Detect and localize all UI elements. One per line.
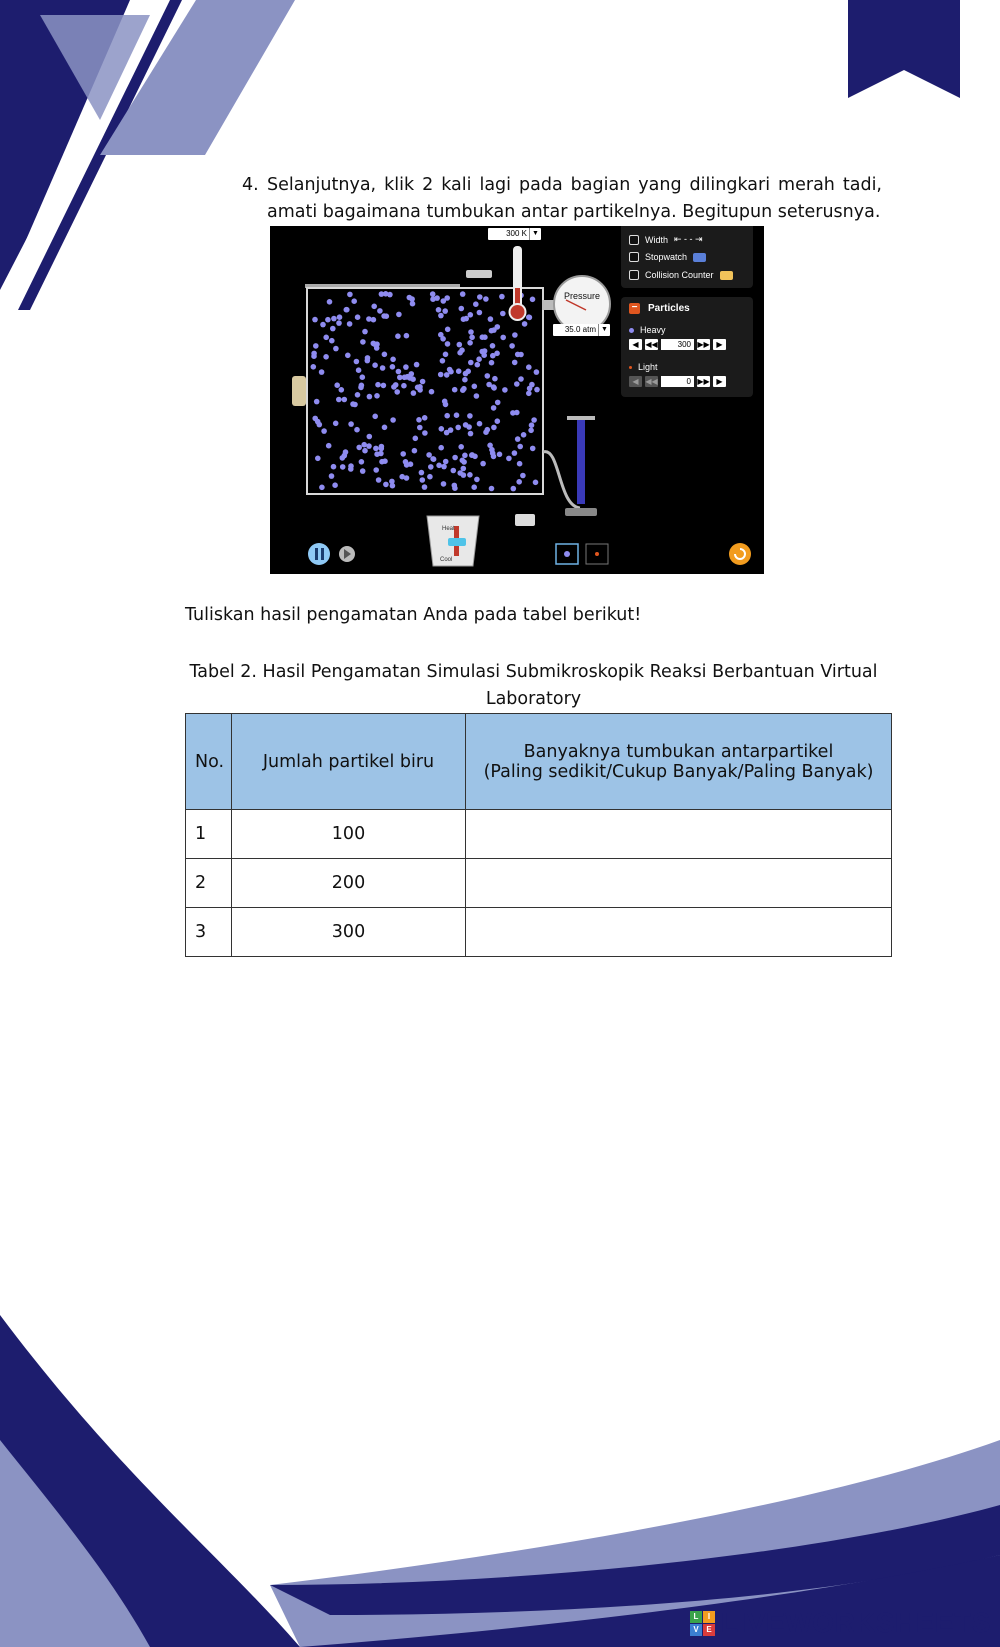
heavy-particle	[482, 334, 488, 340]
heavy-particle	[426, 452, 432, 458]
heavy-particle	[520, 473, 526, 479]
cell-tumbukan-answer[interactable]	[466, 859, 892, 908]
heavy-particle	[367, 394, 373, 400]
heavy-particle	[415, 385, 421, 391]
heavy-particle	[491, 385, 497, 391]
heavy-count[interactable]: 300	[661, 339, 694, 350]
heavy-particle	[428, 464, 434, 470]
heavy-particle	[434, 295, 440, 301]
heavy-particle	[527, 386, 533, 392]
heavy-particle	[495, 400, 501, 406]
heavy-particle	[473, 301, 479, 307]
heavy-particle	[345, 353, 351, 359]
heavy-particle	[311, 351, 317, 357]
heavy-particle	[361, 442, 367, 448]
collision-counter-option[interactable]: Collision Counter	[629, 270, 733, 280]
heavy-particle	[452, 455, 458, 461]
heavy-particle	[393, 382, 399, 388]
heavy-particle	[332, 482, 338, 488]
heavy-particle	[436, 463, 442, 469]
heavy-particle	[438, 445, 444, 451]
cell-tumbukan-answer[interactable]	[466, 810, 892, 859]
heavy-particle	[382, 425, 388, 431]
heavy-particle	[482, 348, 488, 354]
heavy-particle	[467, 472, 473, 478]
heavy-particle	[471, 484, 477, 490]
heavy-particle	[360, 374, 366, 380]
heavy-particle	[417, 425, 423, 431]
heavy-particle	[500, 335, 506, 341]
heavy-particle	[354, 427, 360, 433]
cell-no: 2	[186, 859, 232, 908]
options-panel	[621, 226, 753, 288]
heavy-particle	[372, 414, 378, 420]
header-no: No.	[186, 714, 232, 810]
heavy-particle	[516, 479, 522, 485]
heavy-particle	[319, 485, 325, 491]
heavy-particle	[355, 314, 361, 320]
heavy-particle	[330, 326, 336, 332]
heavy-particle	[444, 295, 450, 301]
heavy-particle	[495, 418, 501, 424]
heavy-particle	[477, 310, 483, 316]
width-ruler-icon: ⇤ - - ⇥	[674, 234, 703, 244]
heavy-particle	[440, 358, 446, 364]
heavy-particle	[526, 314, 532, 320]
heavy-particle	[333, 421, 339, 427]
cell-no: 1	[186, 810, 232, 859]
heavy-particle	[457, 342, 463, 348]
heavy-particle	[347, 321, 353, 327]
heavy-particle	[517, 444, 523, 450]
heavy-particle	[497, 452, 503, 458]
heavy-particle	[311, 364, 317, 370]
heavy-particle	[373, 467, 379, 473]
table-row	[186, 810, 892, 859]
heavy-particle	[360, 468, 366, 474]
heavy-particle	[514, 381, 520, 387]
heavy-particle	[474, 393, 480, 399]
heavy-increase-many[interactable]: ▶▶	[697, 340, 710, 349]
heavy-particle	[348, 466, 354, 472]
heavy-particle	[381, 383, 387, 389]
heavy-particle	[445, 341, 451, 347]
svg-text:Cool: Cool	[440, 557, 453, 563]
heavy-particle	[339, 387, 345, 393]
stopwatch-icon	[693, 253, 706, 262]
heavy-particle	[476, 356, 482, 362]
heavy-particle	[340, 464, 346, 470]
heavy-particle	[444, 413, 450, 419]
heavy-particle	[397, 375, 403, 381]
heavy-particle	[409, 371, 415, 377]
heavy-particle	[374, 393, 380, 399]
header-jumlah: Jumlah partikel biru	[232, 714, 466, 810]
heavy-particle	[390, 417, 396, 423]
heavy-particle	[462, 453, 468, 459]
heavy-particle	[390, 364, 396, 370]
heavy-particle	[509, 343, 515, 349]
heavy-particle	[480, 461, 486, 467]
heavy-particle	[466, 424, 472, 430]
heavy-particle	[365, 358, 371, 364]
heavy-particle	[438, 332, 444, 338]
instruction-text: Tuliskan hasil pengamatan Anda pada tabel berikut!	[185, 605, 642, 625]
heavy-decrease-one[interactable]: ◀	[629, 339, 642, 350]
heavy-particle	[534, 369, 540, 375]
heavy-particle	[431, 456, 437, 462]
heavy-particle	[459, 306, 465, 312]
heavy-particle	[321, 428, 327, 434]
table-row	[186, 859, 892, 908]
heavy-particle	[383, 482, 389, 488]
heavy-particle	[351, 298, 357, 304]
heavy-particle	[441, 481, 447, 487]
heavy-particle	[414, 362, 420, 368]
brand-wordmark: LIVEWORKSHEETS	[721, 1607, 991, 1638]
heavy-particle	[436, 307, 442, 313]
heavy-particle	[374, 451, 380, 457]
pressure-readout[interactable]: 35.0 atm ▼	[553, 324, 610, 336]
collision-counter-checkbox[interactable]	[629, 270, 639, 280]
heavy-particle	[358, 385, 364, 391]
step-text: Selanjutnya, klik 2 kali lagi pada bagian yang dilingkari merah tadi, amati bagaimana tumbukan antar partikelnya. Begitupun seterusnya.	[267, 175, 882, 222]
heavy-particle	[460, 387, 466, 393]
temperature-readout[interactable]: 300 K ▼	[488, 228, 541, 240]
heavy-particle	[490, 343, 496, 349]
heavy-particle	[419, 470, 425, 476]
stopwatch-checkbox[interactable]	[629, 252, 639, 262]
heavy-count-control	[629, 339, 726, 350]
heavy-particle	[404, 333, 410, 339]
heavy-particle	[467, 340, 473, 346]
heavy-particle	[489, 360, 495, 366]
heavy-particle	[529, 422, 535, 428]
heavy-particle	[384, 313, 390, 319]
heavy-particle	[356, 445, 362, 451]
heavy-particle	[337, 314, 343, 320]
heavy-particle	[377, 308, 383, 314]
heavy-particle	[334, 382, 340, 388]
heavy-particle	[323, 335, 329, 341]
heavy-particle	[329, 473, 335, 479]
heavy-particle	[380, 365, 386, 371]
heavy-particle	[412, 448, 418, 454]
svg-text:Heat: Heat	[442, 526, 455, 532]
heavy-particle	[383, 291, 389, 297]
heavy-particle	[463, 371, 469, 377]
heavy-particle	[500, 311, 506, 317]
heavy-particle	[382, 352, 388, 358]
table-row	[186, 908, 892, 957]
pump-barrel	[577, 416, 585, 504]
heavy-particle	[521, 432, 527, 438]
heavy-particle	[452, 483, 458, 489]
heavy-particle	[444, 372, 450, 378]
heavy-particle	[362, 448, 368, 454]
heavy-particle-icon	[629, 328, 634, 333]
heavy-particle	[515, 436, 521, 442]
heavy-particle	[474, 477, 480, 483]
stopwatch-option[interactable]: Stopwatch	[629, 252, 706, 262]
heavy-particle	[410, 376, 416, 382]
heavy-particle	[477, 294, 483, 300]
bookmark-ribbon	[848, 0, 960, 98]
heavy-particle	[382, 458, 388, 464]
heavy-particle	[530, 297, 536, 303]
heavy-particle	[441, 464, 447, 470]
heavy-particle	[375, 382, 381, 388]
heavy-particle	[512, 360, 518, 366]
cell-jumlah: 100	[232, 810, 466, 859]
heavy-particle	[336, 320, 342, 326]
heavy-particle	[487, 443, 493, 449]
heavy-particle	[336, 397, 342, 403]
step-instruction	[242, 172, 882, 226]
heavy-particle	[350, 401, 356, 407]
heavy-particle	[356, 367, 362, 373]
light-decrease-one[interactable]: ◀	[629, 376, 642, 387]
heavy-particle	[469, 335, 475, 341]
heavy-particle	[458, 444, 464, 450]
heavy-particle	[379, 446, 385, 452]
heavy-particle	[461, 466, 467, 472]
heavy-particle	[422, 430, 428, 436]
light-increase-one[interactable]: ▶	[713, 376, 726, 387]
heavy-particle	[454, 412, 460, 418]
heavy-particle	[485, 427, 491, 433]
heavy-particle	[526, 391, 532, 397]
heavy-particle	[348, 421, 354, 427]
heavy-particle	[342, 397, 348, 403]
heavy-particle	[472, 454, 478, 460]
corner-decoration-bottom	[0, 1255, 1000, 1647]
heavy-particle	[518, 376, 524, 382]
heavy-particle	[347, 292, 353, 298]
heavy-particle	[312, 317, 318, 323]
heavy-particle	[317, 422, 323, 428]
heavy-particle	[326, 443, 332, 449]
heavy-particle	[343, 449, 349, 455]
heavy-particle	[333, 346, 339, 352]
heavy-particle	[522, 321, 528, 327]
width-option[interactable]: Width ⇤ - - ⇥	[629, 234, 703, 245]
pause-button[interactable]	[308, 543, 330, 565]
cell-jumlah: 300	[232, 908, 466, 957]
heavy-particle	[477, 421, 483, 427]
heavy-particle	[376, 477, 382, 483]
heavy-decrease-many[interactable]: ◀◀	[645, 340, 658, 349]
heavy-particle	[499, 294, 505, 300]
heavy-particle	[371, 341, 377, 347]
heavy-particle	[439, 426, 445, 432]
heavy-particle	[315, 456, 321, 462]
heavy-particle	[331, 464, 337, 470]
heavy-particle	[420, 379, 426, 385]
heavy-particle	[373, 446, 379, 452]
observation-table	[185, 713, 892, 957]
heavy-particle	[534, 387, 540, 393]
heavy-particle	[517, 461, 523, 467]
table-header-row	[186, 714, 892, 810]
heavy-particle	[438, 372, 444, 378]
heavy-increase-one[interactable]: ▶	[713, 339, 726, 350]
heavy-particle	[399, 474, 405, 480]
heavy-particle	[395, 333, 401, 339]
heavy-particle	[444, 430, 450, 436]
heavy-particle	[401, 383, 407, 389]
heavy-particle	[443, 352, 449, 358]
heavy-particle	[492, 376, 498, 382]
heavy-particle	[485, 373, 491, 379]
heavy-particle	[403, 364, 409, 370]
cell-no: 3	[186, 908, 232, 957]
heavy-particle	[422, 415, 428, 421]
gas-properties-simulation	[270, 226, 764, 574]
light-decrease-many[interactable]: ◀◀	[645, 377, 658, 386]
heavy-particle	[475, 362, 481, 368]
heavy-particle	[362, 329, 368, 335]
heavy-particle	[483, 296, 489, 302]
logo-mark: L I V E	[690, 1611, 715, 1636]
heavy-particle	[416, 417, 422, 423]
heavy-particle	[488, 316, 494, 322]
heavy-particle	[510, 410, 516, 416]
heavy-particle	[442, 308, 448, 314]
heavy-particle	[396, 312, 402, 318]
heavy-particle	[372, 362, 378, 368]
heavy-particle	[486, 382, 492, 388]
heavy-particle	[461, 472, 467, 478]
heavy-particle	[394, 389, 400, 395]
heavy-particle	[325, 317, 331, 323]
heavy-particle	[429, 389, 435, 395]
width-handle	[292, 376, 306, 406]
corner-decoration-top	[0, 0, 300, 310]
heavy-particle	[468, 431, 474, 437]
heavy-particle	[512, 450, 518, 456]
heavy-particle	[354, 359, 360, 365]
particles-title: Particles	[648, 303, 690, 314]
heavy-particle	[422, 484, 428, 490]
pressure-label: Pressure	[563, 291, 601, 301]
collapse-icon[interactable]: −	[629, 303, 640, 314]
heavy-particle	[360, 339, 366, 345]
table-caption: Tabel 2. Hasil Pengamatan Simulasi Submikroskopik Reaksi Berbantuan Virtual Laboratory	[189, 662, 878, 709]
heavy-particle	[327, 299, 333, 305]
heavy-particle	[420, 477, 426, 483]
heavy-particle	[531, 417, 537, 423]
heavy-particle	[329, 338, 335, 344]
heavy-particle	[462, 377, 468, 383]
heavy-particle	[526, 364, 532, 370]
light-count-control	[629, 376, 726, 387]
heavy-particle	[512, 332, 518, 338]
pump-base	[565, 508, 597, 516]
heavy-particle	[430, 291, 436, 297]
heavy-particle	[456, 368, 462, 374]
heavy-particle	[389, 479, 395, 485]
heavy-particle	[371, 317, 377, 323]
heavy-particle	[390, 357, 396, 363]
heavy-particle	[460, 458, 466, 464]
heavy-particle	[502, 387, 508, 393]
heavy-particle	[460, 291, 466, 297]
heavy-particle	[331, 316, 337, 322]
heavy-particle	[411, 390, 417, 396]
heavy-particle	[459, 347, 465, 353]
heavy-particle	[400, 451, 406, 457]
heavy-particle	[355, 392, 361, 398]
heavy-particle	[404, 462, 410, 468]
reset-button[interactable]	[729, 543, 751, 565]
heavy-particle	[489, 486, 495, 492]
heavy-particle	[323, 354, 329, 360]
heavy-particle	[443, 402, 449, 408]
heavy-particle	[438, 313, 444, 319]
heavy-particle	[515, 352, 521, 358]
heavy-particle	[461, 316, 467, 322]
heavy-particle	[409, 296, 415, 302]
collision-counter-icon	[720, 271, 733, 280]
heavy-particle	[491, 327, 497, 333]
particles-panel: − Particles Heavy ◀ ◀◀ 300 ▶▶ ▶ Light ◀ ◀◀ 0 ▶▶ ▶	[621, 297, 753, 397]
heavy-particle	[359, 459, 365, 465]
heavy-particle	[530, 446, 536, 452]
heavy-particle	[314, 399, 320, 405]
heavy-particle	[367, 434, 373, 440]
heavy-particle	[451, 468, 457, 474]
heavy-particle	[319, 369, 325, 375]
heavy-particle	[344, 307, 350, 313]
heavy-particle	[371, 304, 377, 310]
cell-tumbukan-answer[interactable]	[466, 908, 892, 957]
heavy-particle	[467, 413, 473, 419]
heavy-particle	[472, 384, 478, 390]
heavy-particle	[490, 353, 496, 359]
heavy-particle	[366, 443, 372, 449]
light-count[interactable]: 0	[661, 376, 694, 387]
step-number: 4.	[242, 175, 259, 195]
heavy-particle	[455, 425, 461, 431]
heavy-particle	[320, 322, 326, 328]
heavy-particle	[468, 360, 474, 366]
width-checkbox[interactable]	[629, 235, 639, 245]
heavy-particle	[511, 486, 517, 492]
heavy-particle	[491, 425, 497, 431]
heavy-particle	[452, 387, 458, 393]
heavy-particle	[533, 480, 539, 486]
light-increase-many[interactable]: ▶▶	[697, 377, 710, 386]
header-tumbukan: Banyaknya tumbukan antarpartikel (Paling sedikit/Cukup Banyak/Paling Banyak)	[466, 714, 892, 810]
cell-jumlah: 200	[232, 859, 466, 908]
heavy-particle	[506, 456, 512, 462]
heavy-particle	[468, 312, 474, 318]
heavy-particle	[491, 405, 497, 411]
heavy-particle	[528, 428, 534, 434]
heavy-particle	[396, 369, 402, 375]
heavy-particle	[313, 343, 319, 349]
heavy-particle	[427, 474, 433, 480]
heavy-particle	[445, 327, 451, 333]
heavy-particle	[468, 329, 474, 335]
heavy-particle	[413, 436, 419, 442]
heavy-particle	[443, 459, 449, 465]
light-particle-icon	[629, 366, 632, 369]
liveworksheets-logo	[690, 1605, 991, 1641]
heavy-particle	[491, 454, 497, 460]
